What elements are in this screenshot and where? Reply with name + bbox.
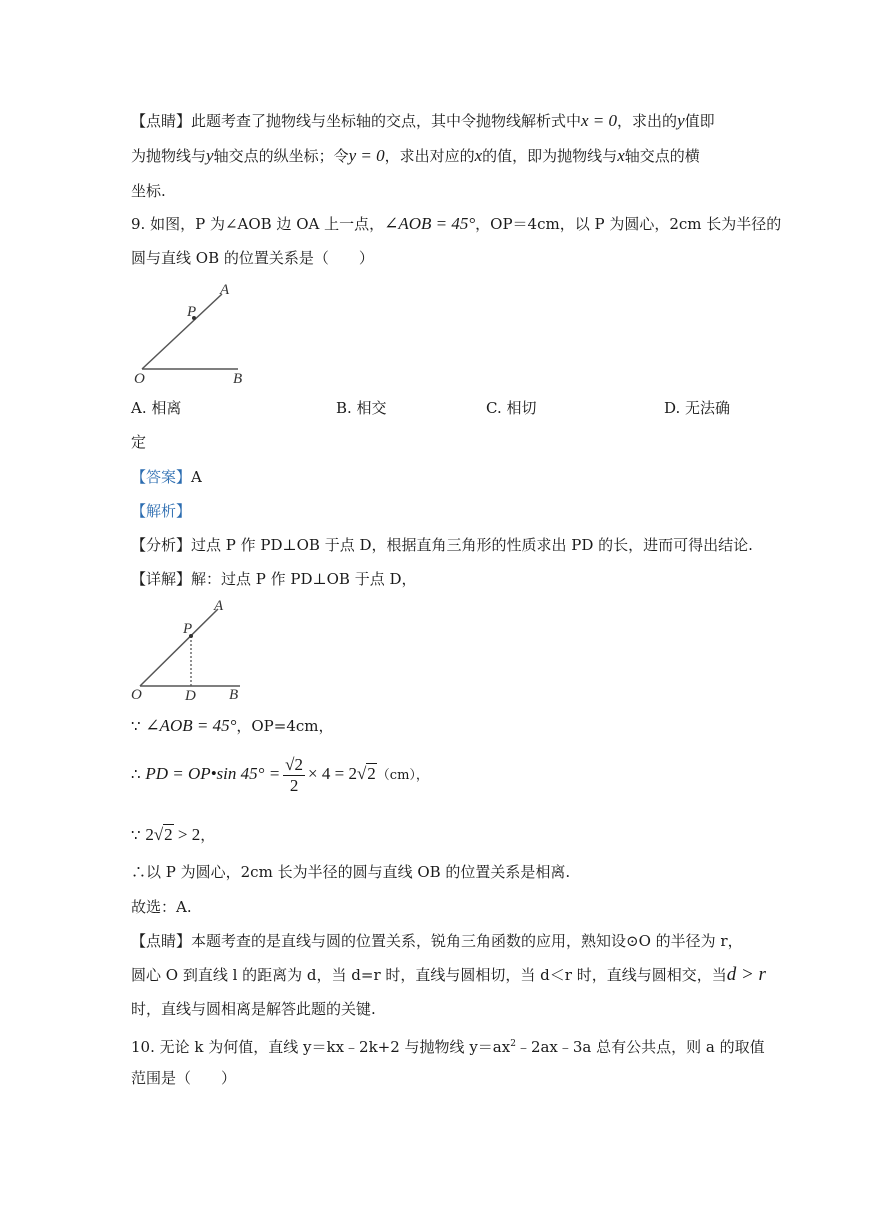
label-d: D <box>185 688 196 704</box>
option-d: D. 无法确 <box>664 399 731 417</box>
sqrt-2: √2 <box>356 764 376 783</box>
analysis-label: 【解析】 <box>131 502 192 520</box>
fenxi-line: 【分析】过点 P 作 PD⊥OB 于点 D，根据直角三角形的性质求出 PD 的长，进而可得出结论. <box>131 536 753 554</box>
question-9-line-2: 圆与直线 OB 的位置关系是（ ） <box>131 249 374 267</box>
step-1: ∵ ∠AOB = 45°，OP=4cm， <box>131 716 334 735</box>
label-o: O <box>131 687 142 703</box>
dianjing-2-line-1: 【点睛】本题考查的是直线与圆的位置关系，锐角三角函数的应用，熟知设⊙O 的半径为 r， <box>131 932 743 950</box>
label-p: P <box>187 304 197 320</box>
label-o: O <box>134 371 145 387</box>
label-b: B <box>229 687 239 703</box>
dianjing-line-1: 【点睛】此题考查了抛物线与坐标轴的交点，其中令抛物线解析式中x = 0，求出的y值即 <box>131 111 715 130</box>
option-b: B. 相交 <box>336 399 387 417</box>
figure-perpendicular-pd <box>128 597 248 705</box>
option-c: C. 相切 <box>486 399 537 417</box>
dianjing-2-line-2: 圆心 O 到直线 l 的距离为 d，当 d=r 时，直线与圆相切，当 d＜r 时，直线与圆相交，当d > r <box>131 964 766 985</box>
step-4: ∴以 P 为圆心，2cm 长为半径的圆与直线 OB 的位置关系是相离. <box>131 863 571 881</box>
sqrt-2: √2 <box>153 825 173 844</box>
answer-label: 【答案】 <box>131 468 192 486</box>
step-3: ∵ 2√2 > 2， <box>131 825 216 844</box>
label-a: A <box>220 282 230 298</box>
label-b: B <box>233 371 243 387</box>
label-a: A <box>214 598 224 614</box>
xiangjie-line: 【详解】解：过点 P 作 PD⊥OB 于点 D， <box>131 570 417 588</box>
question-9-line-1: 9. 如图，P 为∠AOB 边 OA 上一点，∠AOB = 45°，OP＝4cm，以 P 为圆心，2cm 长为半径的 <box>131 214 782 233</box>
figure-angle-aob <box>130 282 260 388</box>
answer-value: A <box>191 468 202 486</box>
step-2: ∴ PD = OP•sin 45° = $\frac{√2}{2}$ × 4 = 2√2（cm）， <box>131 754 429 795</box>
fraction-sqrt2-over-2: $\frac{√2}{2}$ <box>285 754 304 795</box>
question-10-line-1: 10. 无论 k 为何值，直线 y＝kx﹣2k+2 与抛物线 $y=ax^2﹣2ax﹣3a$ 总有公共点，则 a 的取值 <box>131 1038 765 1056</box>
dianjing-line-2: 为抛物线与y轴交点的纵坐标；令y = 0，求出对应的x的值，即为抛物线与x轴交点的横 <box>131 146 700 165</box>
label-p: P <box>183 621 193 637</box>
dianjing-line-3: 坐标. <box>131 182 166 200</box>
dianjing-2-line-3: 时，直线与圆相离是解答此题的关键. <box>131 1000 376 1018</box>
answer-line <box>131 467 202 487</box>
option-d-wrap: 定 <box>131 433 147 451</box>
step-5: 故选：A. <box>131 898 192 916</box>
question-10-line-2: 范围是（ ） <box>131 1069 237 1087</box>
option-a: A. 相离 <box>131 399 182 417</box>
